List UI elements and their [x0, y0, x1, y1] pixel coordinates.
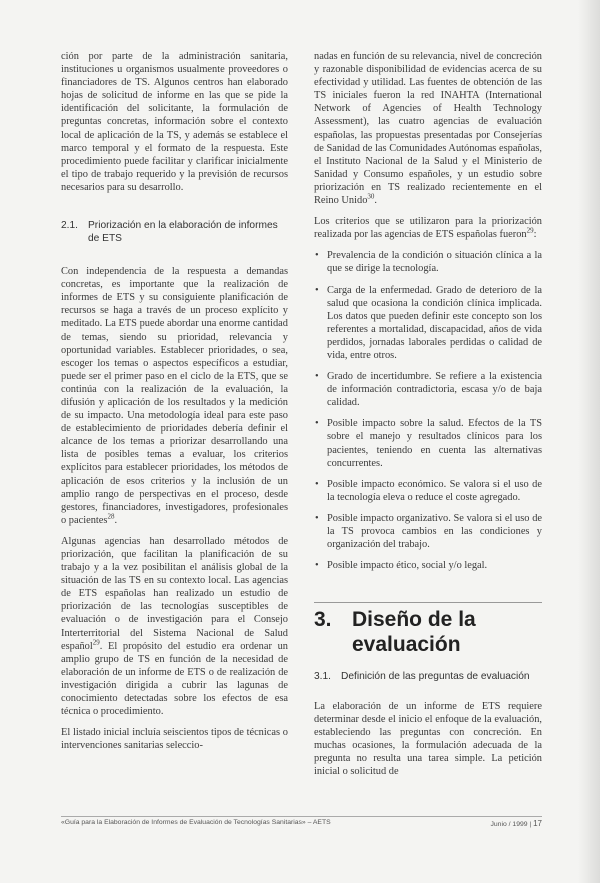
left-column — [61, 50, 288, 760]
section-number: 3.1. — [314, 671, 331, 683]
chapter-heading — [314, 602, 542, 657]
bullet-icon: • — [315, 478, 319, 490]
list-item: • Grado de incertidumbre. Se refiere a la existencia de información contradictoria, escasa y/o de baja calidad. — [315, 371, 542, 409]
page-footer — [61, 816, 542, 828]
paragraph: Algunas agencias han desarrollado métodos de priorización, que facilitan la planificación de su trabajo y a la vez posibilitan el análisis global de la situación de las TS en su contexto local. Las agencias de ETS españolas han realizado un estudio de priorización de las tecnologías susceptibles de evaluación o de investigación para el Consejo Interterritorial del Sistema Nacional de Salud español$^{29}$. El propósito del estudio era ordenar un amplio grupo de TS en función de la necesidad de elaboración de un informe de ETS o de realización de investigación dirigida a cubrir las lagunas de conocimiento detectadas sobre los efectos de esa técnica o procedimiento. — [61, 535, 288, 718]
paragraph: Los criterios que se utilizaron para la priorización realizada por las agencias de ETS españolas fueron$^{29}$: — [314, 216, 542, 241]
footnote-ref: 28 — [107, 512, 115, 521]
bullet-icon: • — [315, 250, 319, 262]
footer-right: Junio / 1999 | 17 — [490, 819, 542, 828]
page-edge-shadow — [578, 0, 600, 883]
paragraph: La elaboración de un informe de ETS requiere determinar desde el inicio el enfoque de la evaluación, estableciendo las preguntas con concreción. En muchas ocasiones, la formulación adecuada de la pregunta no resulta una tarea simple. La petición inicial o solicitud de — [314, 700, 542, 778]
list-item: • Posible impacto ético, social y/o legal. — [315, 560, 488, 572]
page-number: 17 — [533, 819, 542, 828]
list-item: • Prevalencia de la condición o situación clínica a la que se dirige la tecnología. — [315, 250, 542, 275]
chapter-title: Diseño de la evaluación — [352, 608, 476, 657]
footer-source: «Guía para la Elaboración de Informes de Evaluación de Tecnologías Sanitarias» – AETS — [61, 819, 331, 826]
section-number: 2.1. — [61, 220, 78, 232]
list-item: • Carga de la enfermedad. Grado de deterioro de la salud que ocasiona la condición clínica implicada. Los datos que pueden definir este concepto son los referentes a mortalidad, discapacidad, años de vida perdidos, jornadas laborales perdidas o calidad de vida, entre otros. — [315, 284, 542, 361]
section-heading-3-1 — [314, 671, 542, 684]
list-item: • Posible impacto económico. Se valora si el uso de la tecnología eleva o reduce el coste agregado. — [315, 478, 542, 503]
bullet-icon: • — [315, 512, 319, 524]
footnote-ref: 30 — [367, 192, 375, 201]
section-heading-2-1 — [61, 220, 288, 245]
footer-date: Junio / 1999 — [490, 821, 528, 828]
paragraph: nadas en función de su relevancia, nivel de concreción y razonable disponibilidad de evidencias acerca de su efectividad y utilidad. Las fuentes de obtención de las TS iniciales fueron la red INAHTA (International Network of Agencies of Health Technology Assessment), las cuatro agencias de evaluación españolas, las propuestas presentadas por Consejerías de Sanidad de las Comunidades Autónomas españolas, el Instituto Nacional de la Salud y el Ministerio de Sanidad y Consumo españoles, y un estudio sobre priorización en TS realizado recientemente en el Reino Unido$^{30}$. — [314, 51, 542, 207]
bullet-icon: • — [315, 560, 319, 572]
paragraph: El listado inicial incluía seiscientos tipos de técnicas o intervenciones sanitarias seleccio- — [61, 727, 288, 752]
bullet-icon: • — [315, 371, 319, 383]
footnote-ref: 29 — [92, 638, 100, 647]
paragraph: Con independencia de la respuesta a demandas concretas, es importante que la realización de informes de ETS y su consiguiente planificación de recursos se haga a través de un proceso explícito y meditado. La ETS puede abordar una enorme cantidad de temas, siendo su prioridad, relevancia y oportunidad variables. Establecer prioridades, o sea, escoger los temas o aspectos específicos a estudiar, puede ser el primer paso en el ciclo de la ETS, que se continúa con la realización de la evaluación, la difusión y aplicación de los resultados y la medición de su impacto. Una metodología ideal para este paso de establecimiento de prioridades debería definir el alcance de los temas a priorizar desarrollando una lista de posibles temas a evaluar, los criterios explícitos para establecer prioridades, los métodos de aplicación de esos criterios y la inclusión de un amplio rango de perspectivas en el proceso, desde gestores, financiadores, investigadores, profesionales o pacientes$^{28}$. — [61, 266, 288, 526]
footnote-ref: 29 — [526, 226, 534, 235]
paragraph: ción por parte de la administración sanitaria, instituciones u organismos usualmente proveedores o financiadores de TS. Algunos centros han elaborado hojas de solicitud de informe en las que se pide la identificación del solicitante, la formulación de preguntas concretas, información sobre el contexto local de aplicación de la TS, y además se establece el marco temporal y el formato de la respuesta. Este procedimiento puede facilitar y clarificar inicialmente el tipo de trabajo requerido y la previsión de recursos necesarios para su desarrollo. — [61, 51, 288, 193]
list-item: • Posible impacto sobre la salud. Efectos de la TS sobre el manejo y resultados clínicos para los pacientes, teniendo en cuenta las alternativas concurrentes. — [315, 418, 542, 469]
criteria-list — [314, 249, 542, 572]
bullet-icon: • — [315, 284, 319, 296]
right-column — [314, 50, 542, 786]
section-title: Definición de las preguntas de evaluación — [341, 671, 530, 683]
bullet-icon: • — [315, 418, 319, 430]
section-title: Priorización en la elaboración de informes de ETS — [88, 220, 278, 244]
list-item: • Posible impacto organizativo. Se valora si el uso de la TS provoca cambios en las condiciones y organización del trabajo. — [315, 512, 542, 551]
chapter-number: 3. — [314, 608, 332, 632]
